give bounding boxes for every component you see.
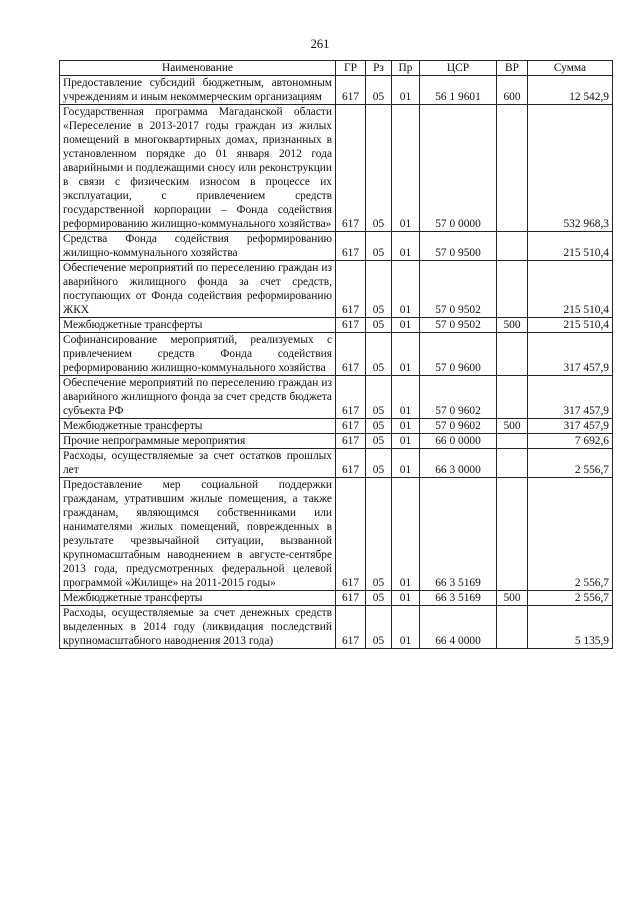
- header-rz: Рз: [366, 61, 392, 76]
- cell-csr: 66 0 0000: [420, 434, 497, 449]
- cell-gr: 617: [336, 419, 366, 434]
- cell-vr: 500: [497, 591, 528, 606]
- cell-name: Обеспечение мероприятий по переселению граждан из аварийного жилищного фонда за счет средств, поступающих от Фонда содействия реформированию ЖКХ: [60, 261, 336, 318]
- cell-gr: 617: [336, 478, 366, 591]
- table-header-row: [60, 61, 613, 76]
- cell-pr: 01: [392, 232, 420, 261]
- cell-name: Обеспечение мероприятий по переселению граждан из аварийного жилищного фонда за счет средств бюджета субъекта РФ: [60, 376, 336, 419]
- cell-pr: 01: [392, 105, 420, 232]
- cell-gr: 617: [336, 76, 366, 105]
- cell-rz: 05: [366, 419, 392, 434]
- cell-pr: 01: [392, 478, 420, 591]
- cell-sum: 7 692,6: [528, 434, 613, 449]
- cell-pr: 01: [392, 449, 420, 478]
- cell-csr: 57 0 9600: [420, 333, 497, 376]
- cell-vr: 500: [497, 419, 528, 434]
- cell-gr: 617: [336, 449, 366, 478]
- cell-sum: 12 542,9: [528, 76, 613, 105]
- cell-vr: [497, 376, 528, 419]
- cell-pr: 01: [392, 76, 420, 105]
- cell-rz: 05: [366, 105, 392, 232]
- cell-rz: 05: [366, 261, 392, 318]
- cell-sum: 215 510,4: [528, 232, 613, 261]
- header-vr: ВР: [497, 61, 528, 76]
- table-row: [60, 318, 613, 333]
- table-row: [60, 434, 613, 449]
- cell-pr: 01: [392, 261, 420, 318]
- header-gr: ГР: [336, 61, 366, 76]
- cell-rz: 05: [366, 478, 392, 591]
- cell-csr: 56 1 9601: [420, 76, 497, 105]
- cell-gr: 617: [336, 376, 366, 419]
- table-row: [60, 376, 613, 419]
- header-name: Наименование: [60, 61, 336, 76]
- cell-sum: 317 457,9: [528, 419, 613, 434]
- table-row: [60, 449, 613, 478]
- cell-csr: 57 0 9602: [420, 376, 497, 419]
- cell-csr: 57 0 9502: [420, 318, 497, 333]
- cell-sum: 2 556,7: [528, 478, 613, 591]
- cell-vr: 500: [497, 318, 528, 333]
- cell-pr: 01: [392, 606, 420, 649]
- cell-name: Предоставление мер социальной поддержки гражданам, утратившим жилые помещения, а также гражданам, являющимся собственниками или нанимателями жилых помещений, поврежденных в результате чрезвычайной ситуации, вызванной крупномасштабным наводнением в августе-сентябре 2013 года, предусмотренных федеральной целевой программой «Жилище» на 2011-2015 годы»: [60, 478, 336, 591]
- cell-csr: 66 3 5169: [420, 478, 497, 591]
- cell-vr: [497, 333, 528, 376]
- cell-sum: 317 457,9: [528, 376, 613, 419]
- cell-gr: 617: [336, 591, 366, 606]
- cell-vr: [497, 606, 528, 649]
- cell-pr: 01: [392, 318, 420, 333]
- table-row: [60, 261, 613, 318]
- cell-vr: [497, 434, 528, 449]
- cell-name: Расходы, осуществляемые за счет остатков прошлых лет: [60, 449, 336, 478]
- cell-sum: 317 457,9: [528, 333, 613, 376]
- cell-csr: 66 3 0000: [420, 449, 497, 478]
- cell-pr: 01: [392, 419, 420, 434]
- cell-name: Средства Фонда содействия реформированию жилищно-коммунального хозяйства: [60, 232, 336, 261]
- cell-vr: 600: [497, 76, 528, 105]
- cell-name: Государственная программа Магаданской области «Переселение в 2013-2017 годы граждан из жилых помещений в многоквартирных домах, признанных в установленном порядке до 01 января 2012 года аварийными и подлежащими сносу или реконструкции в связи с физическим износом в процессе их эксплуатации, с привлечением средств государственной корпорации – Фонда содействия реформированию жилищно-коммунального хозяйства»: [60, 105, 336, 232]
- table-row: [60, 232, 613, 261]
- table-row: [60, 76, 613, 105]
- cell-name: Предоставление субсидий бюджетным, автономным учреждениям и иным некоммерческим организациям: [60, 76, 336, 105]
- cell-vr: [497, 105, 528, 232]
- table-row: [60, 591, 613, 606]
- header-pr: Пр: [392, 61, 420, 76]
- cell-rz: 05: [366, 333, 392, 376]
- cell-vr: [497, 478, 528, 591]
- page-number: 261: [310, 37, 330, 51]
- cell-gr: 617: [336, 105, 366, 232]
- budget-table: [59, 60, 613, 649]
- cell-name: Межбюджетные трансферты: [60, 318, 336, 333]
- cell-name: Расходы, осуществляемые за счет денежных средств выделенных в 2014 году (ликвидация последствий крупномасштабного наводнения 2013 года): [60, 606, 336, 649]
- cell-gr: 617: [336, 232, 366, 261]
- cell-csr: 57 0 9500: [420, 232, 497, 261]
- header-csr: ЦСР: [420, 61, 497, 76]
- cell-sum: 2 556,7: [528, 449, 613, 478]
- cell-name: Межбюджетные трансферты: [60, 591, 336, 606]
- cell-gr: 617: [336, 261, 366, 318]
- cell-rz: 05: [366, 376, 392, 419]
- cell-csr: 66 3 5169: [420, 591, 497, 606]
- cell-sum: 5 135,9: [528, 606, 613, 649]
- cell-rz: 05: [366, 449, 392, 478]
- cell-vr: [497, 449, 528, 478]
- cell-rz: 05: [366, 434, 392, 449]
- cell-sum: 215 510,4: [528, 318, 613, 333]
- cell-sum: 215 510,4: [528, 261, 613, 318]
- cell-name: Прочие непрограммные мероприятия: [60, 434, 336, 449]
- cell-pr: 01: [392, 591, 420, 606]
- cell-pr: 01: [392, 376, 420, 419]
- cell-csr: 57 0 9502: [420, 261, 497, 318]
- header-sum: Сумма: [528, 61, 613, 76]
- cell-name: Софинансирование мероприятий, реализуемых с привлечением средств Фонда содействия реформированию жилищно-коммунального хозяйства: [60, 333, 336, 376]
- cell-vr: [497, 232, 528, 261]
- cell-sum: 2 556,7: [528, 591, 613, 606]
- cell-csr: 57 0 0000: [420, 105, 497, 232]
- table-row: [60, 105, 613, 232]
- cell-sum: 532 968,3: [528, 105, 613, 232]
- cell-rz: 05: [366, 76, 392, 105]
- cell-pr: 01: [392, 434, 420, 449]
- cell-csr: 66 4 0000: [420, 606, 497, 649]
- table-row: [60, 478, 613, 591]
- cell-rz: 05: [366, 232, 392, 261]
- cell-csr: 57 0 9602: [420, 419, 497, 434]
- cell-rz: 05: [366, 591, 392, 606]
- cell-gr: 617: [336, 606, 366, 649]
- cell-gr: 617: [336, 318, 366, 333]
- cell-gr: 617: [336, 333, 366, 376]
- table-row: [60, 606, 613, 649]
- cell-rz: 05: [366, 318, 392, 333]
- table-row: [60, 333, 613, 376]
- table-row: [60, 419, 613, 434]
- cell-pr: 01: [392, 333, 420, 376]
- cell-gr: 617: [336, 434, 366, 449]
- cell-rz: 05: [366, 606, 392, 649]
- cell-vr: [497, 261, 528, 318]
- cell-name: Межбюджетные трансферты: [60, 419, 336, 434]
